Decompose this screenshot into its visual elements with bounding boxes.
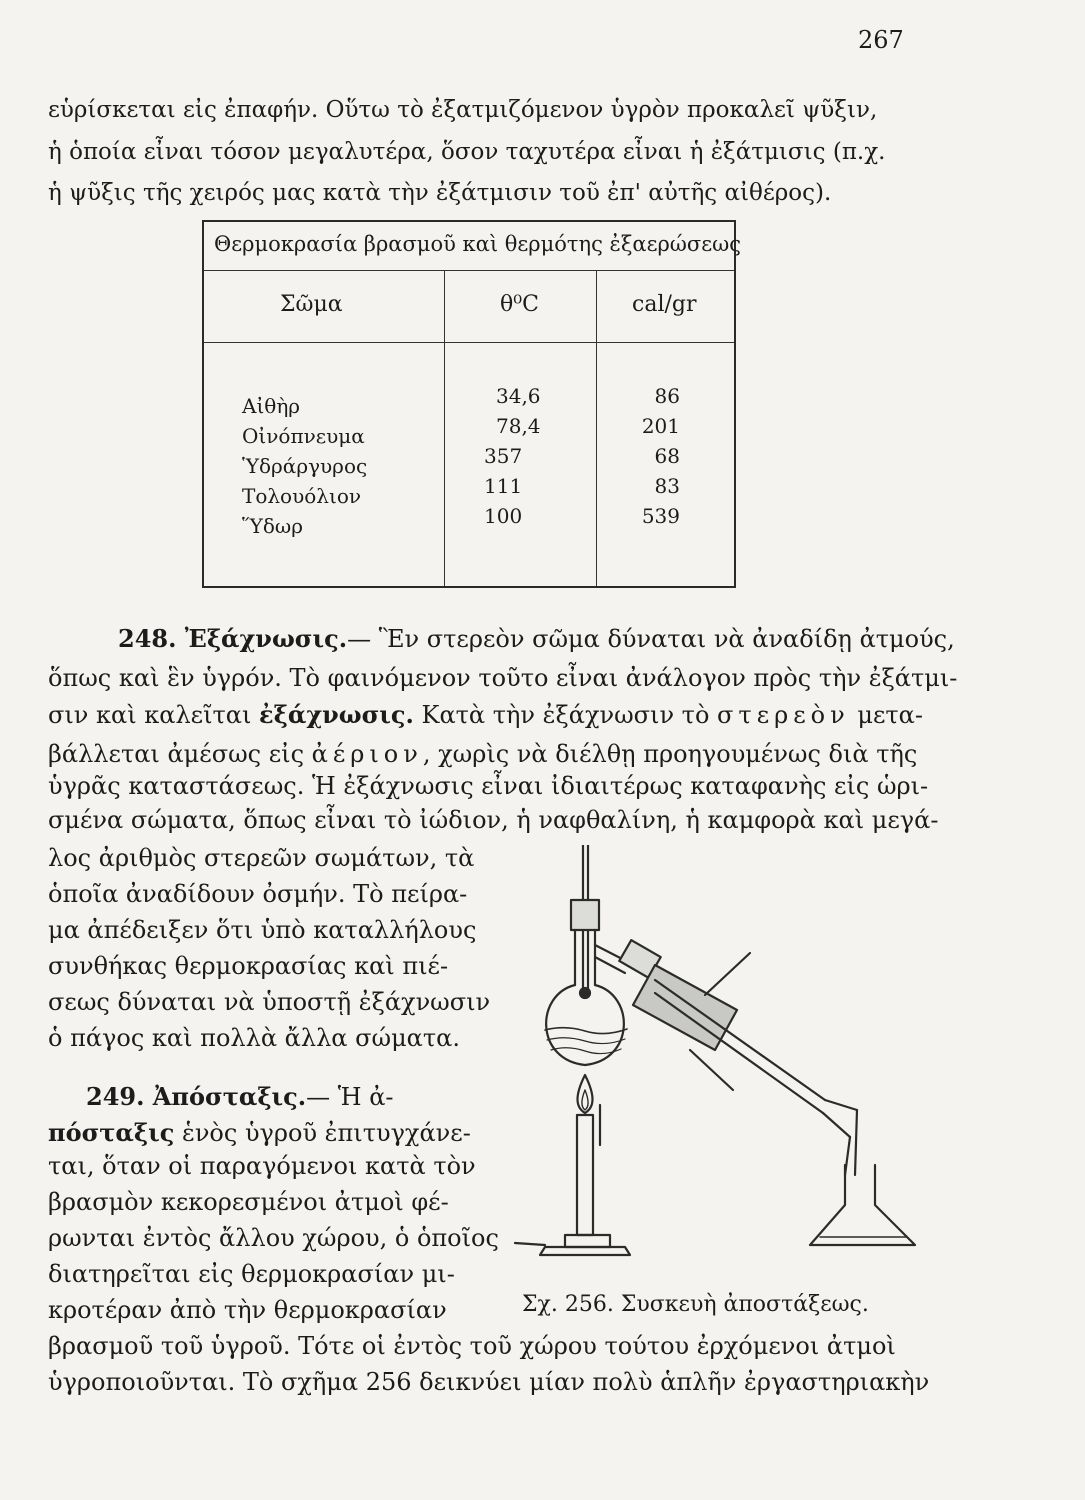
receiving-flask-icon: [810, 1165, 915, 1245]
cell-heat: 539: [641, 504, 680, 528]
text-run: , χωρὶς νὰ διέλθῃ προηγουμένως διὰ τῆς: [422, 740, 918, 768]
text-line: ὑγροποιοῦνται. Τὸ σχῆμα 256 δεικνύει μίαν πολὺ ἁπλῆν ἐργαστηριακὴν: [48, 1368, 930, 1396]
text-line: ἡ ψῦξις τῆς χειρός μας κατὰ τὴν ἐξάτμισιν τοῦ ἐπ' αὐτῆς αἰθέρος).: [48, 180, 832, 206]
text-line: βρασμοῦ τοῦ ὑγροῦ. Τότε οἱ ἐντὸς τοῦ χώρου τούτου ἐρχόμενοι ἀτμοὶ: [48, 1332, 896, 1360]
text-run: — Ἡ ἀ-: [306, 1083, 394, 1111]
text-run: ἑνὸς ὑγροῦ ἐπιτυγχάνε-: [174, 1119, 471, 1147]
table-rule: [204, 270, 734, 271]
text-line: ἡ ὁποία εἶναι τόσον μεγαλυτέρα, ὅσον ταχυτέρα εἶναι ἡ ἐξάτμισις (π.χ.: [48, 139, 886, 165]
text-line: μα ἀπέδειξεν ὅτι ὑπὸ καταλλήλους: [48, 916, 477, 944]
text-line: ὅπως καὶ ἓν ὑγρόν. Τὸ φαινόμενον τοῦτο εἶναι ἀνάλογον πρὸς τὴν ἐξάτμι-: [48, 664, 958, 692]
condenser-icon: [633, 965, 737, 1050]
text-line: κροτέραν ἀπὸ τὴν θερμοκρασίαν: [48, 1296, 447, 1324]
term-bold: πόσταξις: [48, 1118, 175, 1147]
cell-heat: 86: [654, 384, 680, 408]
cell-heat: 68: [654, 444, 680, 468]
figure-caption: Σχ. 256. Συσκευὴ ἀποστάξεως.: [522, 1292, 869, 1317]
page-number: 267: [858, 26, 904, 54]
term-spaced: στερεὸν: [717, 701, 850, 729]
text-line: ὁποῖα ἀναδίδουν ὀσμήν. Τὸ πείρα-: [48, 880, 468, 908]
cell-heat: 83: [654, 474, 680, 498]
text-line: ται, ὅταν οἱ παραγόμενοι κατὰ τὸν: [48, 1152, 476, 1180]
text-run: βάλλεται ἀμέσως εἰς: [48, 740, 312, 768]
text-line: διατηρεῖται εἰς θερμοκρασίαν μι-: [48, 1260, 455, 1288]
table-title: Θερμοκρασία βρασμοῦ καὶ θερμότης ἐξαερώσεως: [214, 232, 742, 256]
text-line: σεως δύναται νὰ ὑποστῇ ἐξάχνωσιν: [48, 988, 491, 1016]
section-heading: 248. Ἐξάχνωσις.: [118, 624, 348, 653]
column-divider: [596, 270, 597, 586]
text-line: [118, 624, 955, 653]
column-header-substance: Σῶμα: [280, 292, 343, 317]
column-header-temperature: θ⁰C: [500, 292, 539, 317]
cell-substance: Αἰθὴρ: [242, 394, 301, 418]
cell-temperature: 100: [484, 504, 523, 528]
text-line: συνθήκας θερμοκρασίας καὶ πιέ-: [48, 952, 449, 980]
text-line: εὑρίσκεται εἰς ἐπαφήν. Οὕτω τὸ ἐξατμιζόμενον ὑγρὸν προκαλεῖ ψῦξιν,: [48, 97, 878, 123]
column-header-heat: cal/gr: [632, 292, 697, 317]
text-line: ὁ πάγος καὶ πολλὰ ἄλλα σώματα.: [48, 1024, 460, 1052]
cell-substance: Τολουόλιον: [242, 484, 362, 508]
column-divider: [444, 270, 445, 586]
cell-substance: Ὑδράργυρος: [242, 454, 368, 478]
table-rule: [204, 342, 734, 343]
burner-icon: [577, 1115, 593, 1235]
text-run: μετα-: [849, 701, 923, 729]
cell-temperature: 357: [484, 444, 523, 468]
text-run: — Ἓν στερεὸν σῶμα δύναται νὰ ἀναδίδῃ ἀτμούς,: [347, 625, 955, 653]
term-spaced: ἀέριον: [311, 740, 423, 768]
text-line: [48, 1118, 471, 1147]
cell-temperature: 111: [484, 474, 523, 498]
cell-substance: Οἰνόπνευμα: [242, 424, 365, 448]
distillation-apparatus-figure: [505, 845, 925, 1285]
text-run: σιν καὶ καλεῖται: [48, 701, 260, 729]
cell-temperature: 78,4: [496, 414, 541, 438]
text-line: βρασμὸν κεκορεσμένοι ἀτμοὶ φέ-: [48, 1188, 449, 1216]
text-line: [48, 700, 923, 729]
stopper-icon: [571, 900, 599, 930]
text-line: [86, 1082, 394, 1111]
term-bold: ἐξάχνωσις.: [259, 700, 414, 729]
text-line: λος ἀριθμὸς στερεῶν σωμάτων, τὰ: [48, 844, 475, 872]
cell-heat: 201: [641, 414, 680, 438]
flame-icon: [578, 1075, 593, 1113]
text-line: ρωνται ἐντὸς ἄλλου χώρου, ὁ ὁποῖος: [48, 1224, 499, 1252]
cell-substance: Ὕδωρ: [242, 514, 303, 538]
text-line: [48, 740, 917, 768]
text-line: ὑγρᾶς καταστάσεως. Ἡ ἐξάχνωσις εἶναι ἰδιαιτέρως καταφανὴς εἰς ὡρι-: [48, 772, 929, 800]
cell-temperature: 34,6: [496, 384, 541, 408]
section-heading: 249. Ἀπόσταξις.: [86, 1082, 307, 1111]
text-run: Κατὰ τὴν ἐξάχνωσιν τὸ: [413, 701, 718, 729]
text-line: σμένα σώματα, ὅπως εἶναι τὸ ἰώδιον, ἡ ναφθαλίνη, ἡ καμφορὰ καὶ μεγά-: [48, 806, 939, 834]
boiling-point-table: [202, 220, 742, 588]
